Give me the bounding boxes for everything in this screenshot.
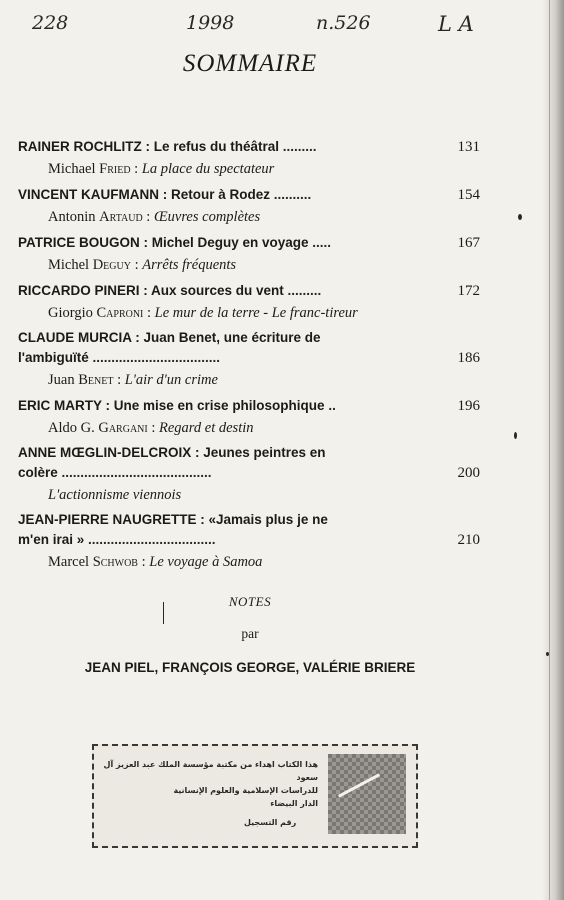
scan-speck: [546, 652, 549, 656]
toc-entry-heading: ERIC MARTY : Une mise en crise philosophique ..: [18, 398, 336, 413]
handwritten-note-4: L A: [438, 12, 474, 36]
notes-authors: JEAN PIEL, FRANÇOIS GEORGE, VALÉRIE BRIERE: [84, 660, 416, 675]
toc-reviewed-work: Antonin Artaud : Œuvres complètes: [48, 209, 261, 225]
toc-entry-heading: CLAUDE MURCIA : Juan Benet, une écriture de: [18, 330, 321, 345]
toc-reviewed-work: Michel Deguy : Arrêts fréquents: [48, 257, 237, 273]
toc-page-number: 196: [457, 398, 480, 414]
toc-entry-heading: VINCENT KAUFMANN : Retour à Rodez ..........: [18, 187, 312, 202]
handwritten-note-3: n.526: [316, 12, 371, 34]
toc-entry-heading: JEAN-PIERRE NAUGRETTE : «Jamais plus je ne: [18, 512, 328, 527]
toc-entry: [18, 184, 488, 228]
toc-entry: [18, 232, 488, 276]
toc-reviewed-work: Aldo G. Gargani : Regard et destin: [48, 420, 254, 436]
toc-page-number: 131: [457, 139, 480, 155]
notes-heading: NOTES: [228, 594, 272, 609]
toc-entry-heading: RAINER ROCHLITZ : Le refus du théâtral .........: [18, 139, 317, 154]
toc-entry: [18, 280, 488, 324]
handwritten-note-1: 228: [32, 12, 69, 34]
toc-reviewed-work: Marcel Schwob : Le voyage à Samoa: [48, 554, 263, 570]
toc-page-number: 200: [457, 465, 480, 481]
toc-entry-heading-continued: m'en irai » ..................................: [18, 532, 216, 547]
scan-speck: [163, 602, 164, 624]
toc-entry-heading-continued: colère ........................................: [18, 465, 212, 480]
toc-entry: [18, 443, 488, 506]
stamp-emblem-image: [328, 754, 406, 834]
toc-page-number: 186: [457, 350, 480, 366]
handwritten-note-2: 1998: [186, 12, 235, 34]
toc-page-number: 154: [457, 187, 480, 203]
toc-reviewed-work: Juan Benet : L'air d'un crime: [48, 372, 218, 388]
toc-reviewed-work: Michael Fried : La place du spectateur: [48, 161, 275, 177]
toc-page-number: 210: [457, 532, 480, 548]
toc-page-number: 172: [457, 283, 480, 299]
stamp-registration-field: رقم التسجيل: [244, 818, 297, 827]
toc-page-number: 167: [457, 235, 480, 251]
toc-entry: [18, 395, 488, 439]
page-edge-shadow: [542, 0, 564, 900]
toc-entry: [18, 510, 488, 573]
toc-reviewed-work: Giorgio Caproni : Le mur de la terre - Le franc-tireur: [48, 305, 358, 321]
scan-speck: [514, 432, 517, 439]
table-of-contents: [18, 136, 488, 577]
toc-entry-heading: RICCARDO PINERI : Aux sources du vent .........: [18, 283, 322, 298]
library-stamp: [92, 744, 418, 848]
toc-entry-heading-continued: l'ambiguïté ..................................: [18, 350, 220, 365]
toc-entry-heading: ANNE MŒGLIN-DELCROIX : Jeunes peintres en: [18, 445, 326, 460]
notes-par: par: [241, 626, 259, 641]
scan-speck: [518, 214, 522, 220]
page-edge-line: [549, 0, 550, 900]
toc-entry: [18, 328, 488, 391]
toc-entry: [18, 136, 488, 180]
toc-entry-heading: PATRICE BOUGON : Michel Deguy en voyage .....: [18, 235, 332, 250]
toc-reviewed-work: L'actionnisme viennois: [48, 487, 182, 503]
page-title: SOMMAIRE: [182, 50, 318, 77]
stamp-text: هذا الكتاب اهداء من مكتبة مؤسسة الملك عبد العزيز آل سعود للدراسات الإسلامية والعلوم الإنسانية الدار البيضاء: [103, 760, 318, 808]
